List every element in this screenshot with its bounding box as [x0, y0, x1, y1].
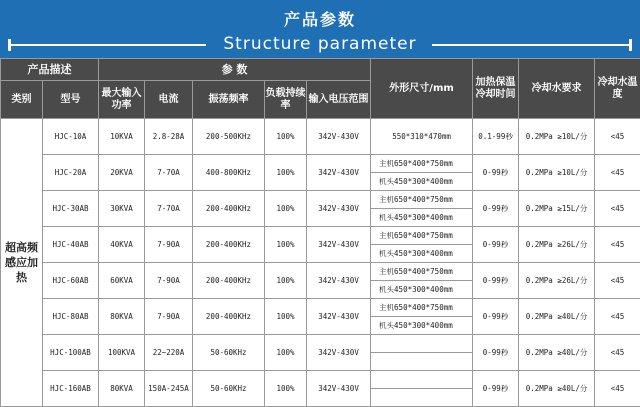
cell-duty: 100% — [265, 191, 307, 227]
cell-dimensions-main: 主机650*400*750mm — [371, 263, 473, 281]
cell-voltage: 342V-430V — [307, 299, 371, 335]
cell-frequency: 200-400KHz — [193, 299, 265, 335]
cell-dimensions-head: 机头450*300*400mm — [371, 281, 473, 299]
cell-cooling-requirement: 0.2MPa ≥15L/分 — [519, 191, 595, 227]
cell-dimensions-main: 主机650*400*750mm — [371, 299, 473, 317]
header-product-desc: 产品描述 — [1, 59, 99, 81]
cell-heat-hold-time: 0-99秒 — [473, 155, 519, 191]
cell-current: 7-70A — [145, 191, 193, 227]
cell-cooling-temp: <45 — [595, 335, 640, 371]
cell-cooling-requirement: 0.2MPa ≥26L/分 — [519, 227, 595, 263]
cell-cooling-temp: <45 — [595, 191, 640, 227]
cell-frequency: 400-800KHz — [193, 155, 265, 191]
cell-cooling-temp: <45 — [595, 263, 640, 299]
cell-duty: 100% — [265, 335, 307, 371]
cell-heat-hold-time: 0.1-99秒 — [473, 119, 519, 155]
cell-frequency: 200-400KHz — [193, 191, 265, 227]
cell-cooling-requirement: 0.2MPa ≥10L/分 — [519, 119, 595, 155]
table-row — [1, 299, 640, 317]
cell-current: 2.8-28A — [145, 119, 193, 155]
table-row — [1, 191, 640, 209]
table-row — [1, 263, 640, 281]
header-cooling-requirement: 冷却水要求 — [519, 59, 595, 119]
cell-voltage: 342V-430V — [307, 155, 371, 191]
cell-max-power: 40KVA — [99, 227, 145, 263]
cell-cooling-requirement: 0.2MPa ≥26L/分 — [519, 263, 595, 299]
cell-duty: 100% — [265, 263, 307, 299]
cell-max-power: 30KVA — [99, 191, 145, 227]
banner-rule-right — [432, 44, 630, 46]
header-model: 型号 — [43, 81, 99, 119]
cell-heat-hold-time: 0-99秒 — [473, 227, 519, 263]
cell-duty: 100% — [265, 299, 307, 335]
banner-title-cn: 产品参数 — [0, 7, 640, 30]
cell-current: 7-90A — [145, 299, 193, 335]
cell-max-power: 100KVA — [99, 335, 145, 371]
cell-dimensions-main: 主机650*400*750mm — [371, 155, 473, 173]
cell-voltage: 342V-430V — [307, 335, 371, 371]
cell-current: 150A-245A — [145, 371, 193, 407]
cell-voltage: 342V-430V — [307, 371, 371, 407]
cell-voltage: 342V-430V — [307, 263, 371, 299]
table-row — [1, 119, 640, 137]
cell-frequency: 200-400KHz — [193, 227, 265, 263]
cell-cooling-requirement: 0.2MPa ≥40L/分 — [519, 335, 595, 371]
header-voltage: 输入电压范围 — [307, 81, 371, 119]
cell-dimensions-main: 主机650*400*750mm — [371, 191, 473, 209]
cell-max-power: 80KVA — [99, 299, 145, 335]
cell-heat-hold-time: 0-99秒 — [473, 263, 519, 299]
cell-dimensions-main — [371, 335, 473, 353]
cell-duty: 100% — [265, 227, 307, 263]
cell-voltage: 342V-430V — [307, 119, 371, 155]
cell-dimensions: 550*310*470mm — [371, 119, 473, 155]
title-banner — [0, 0, 640, 58]
cell-current: 7-70A — [145, 155, 193, 191]
category-label: 超高频感应加热 — [1, 119, 43, 407]
header-current: 电流 — [145, 81, 193, 119]
cell-model: HJC-100AB — [43, 335, 99, 371]
cell-frequency: 200-500KHz — [193, 119, 265, 155]
cell-max-power: 10KVA — [99, 119, 145, 155]
cell-max-power: 80KVA — [99, 371, 145, 407]
cell-max-power: 20KVA — [99, 155, 145, 191]
header-row-1 — [1, 59, 640, 81]
cell-current: 7-90A — [145, 263, 193, 299]
header-frequency: 振荡频率 — [193, 81, 265, 119]
cell-voltage: 342V-430V — [307, 227, 371, 263]
cell-heat-hold-time: 0-99秒 — [473, 299, 519, 335]
cell-model: HJC-160AB — [43, 371, 99, 407]
cell-dimensions-head — [371, 353, 473, 371]
cell-duty: 100% — [265, 155, 307, 191]
table-row — [1, 335, 640, 353]
table-row — [1, 155, 640, 173]
cell-dimensions-head: 机头450*300*400mm — [371, 209, 473, 227]
cell-dimensions-head: 机头450*300*400mm — [371, 245, 473, 263]
cell-dimensions-head: 机头450*300*400mm — [371, 173, 473, 191]
cell-cooling-temp: <45 — [595, 155, 640, 191]
cell-voltage: 342V-430V — [307, 191, 371, 227]
cell-max-power: 60KVA — [99, 263, 145, 299]
header-heat-hold-time: 加热保温冷却时间 — [473, 59, 519, 119]
header-duty: 负载持续率 — [265, 81, 307, 119]
cell-model: HJC-80AB — [43, 299, 99, 335]
header-dimensions: 外形尺寸/mm — [371, 59, 473, 119]
cell-frequency: 50-60KHz — [193, 335, 265, 371]
cell-frequency: 200-400KHz — [193, 263, 265, 299]
table-row — [1, 371, 640, 389]
banner-rule-cap-right — [629, 39, 632, 51]
cell-model: HJC-30AB — [43, 191, 99, 227]
cell-current: 22~220A — [145, 335, 193, 371]
cell-cooling-temp: <45 — [595, 371, 640, 407]
cell-cooling-requirement: 0.2MPa ≥40L/分 — [519, 371, 595, 407]
cell-heat-hold-time: 0-99秒 — [473, 335, 519, 371]
cell-model: HJC-40AB — [43, 227, 99, 263]
table-row — [1, 227, 640, 245]
cell-dimensions-main: 主机650*400*750mm — [371, 227, 473, 245]
cell-dimensions-head: 机头450*300*400mm — [371, 317, 473, 335]
cell-cooling-requirement: 0.2MPa ≥10L/分 — [519, 155, 595, 191]
banner-title-en: Structure parameter — [0, 34, 640, 54]
cell-duty: 100% — [265, 119, 307, 155]
header-max-power: 最大输入功率 — [99, 81, 145, 119]
cell-cooling-temp: <45 — [595, 299, 640, 335]
cell-current: 7-90A — [145, 227, 193, 263]
cell-cooling-temp: <45 — [595, 119, 640, 155]
cell-duty: 100% — [265, 371, 307, 407]
parameter-table — [0, 58, 640, 407]
header-cooling-temp: 冷却水温度 — [595, 59, 640, 119]
cell-model: HJC-60AB — [43, 263, 99, 299]
cell-heat-hold-time: 0-99秒 — [473, 191, 519, 227]
cell-model: HJC-10A — [43, 119, 99, 155]
cell-heat-hold-time: 0-99秒 — [473, 371, 519, 407]
cell-frequency: 50-60KHz — [193, 371, 265, 407]
cell-cooling-requirement: 0.2MPa ≥40L/分 — [519, 299, 595, 335]
cell-cooling-temp: <45 — [595, 227, 640, 263]
cell-dimensions-main — [371, 371, 473, 389]
header-params: 参 数 — [99, 59, 371, 81]
cell-model: HJC-20A — [43, 155, 99, 191]
header-category: 类别 — [1, 81, 43, 119]
